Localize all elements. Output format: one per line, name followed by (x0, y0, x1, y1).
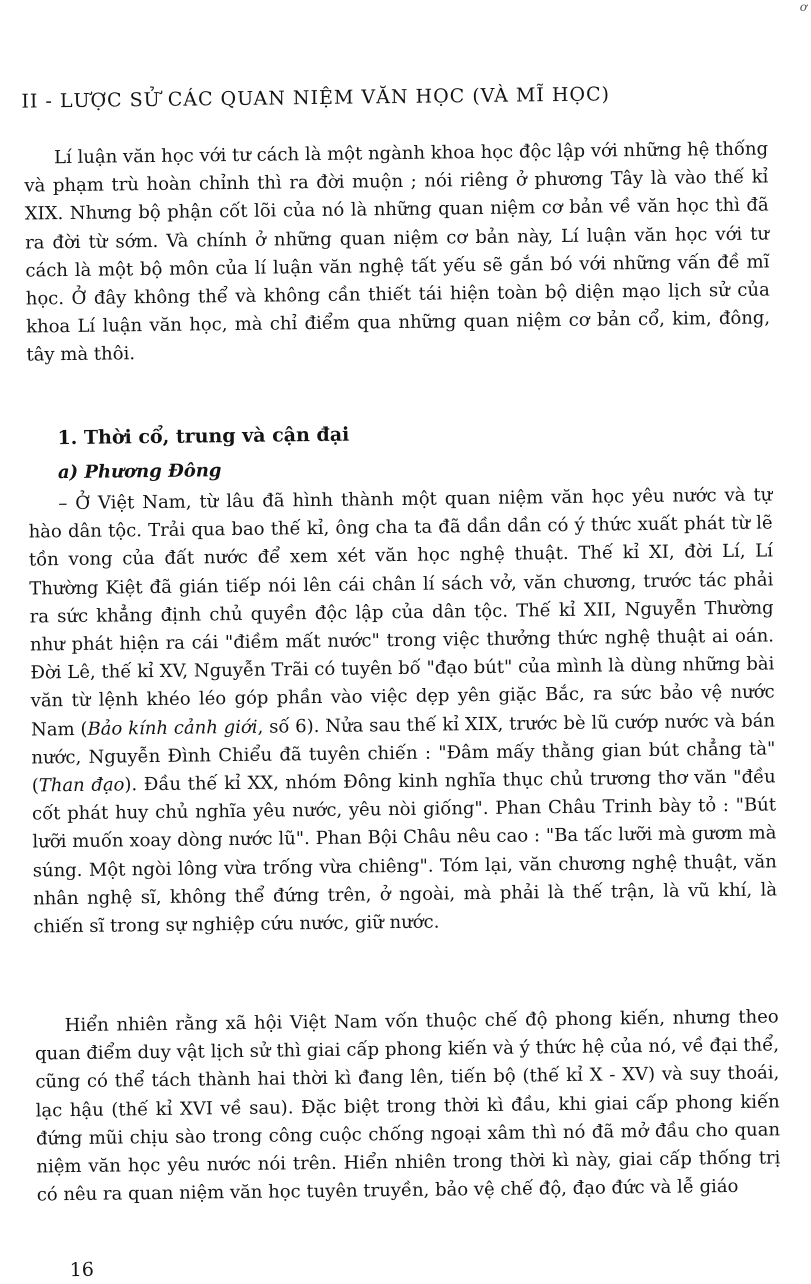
paragraph-vietnam (28, 481, 777, 941)
paragraph-intro: Lí luận văn học với tư cách là một ngành khoa học độc lập với những hệ thống và phạm trù hoàn chỉnh thì ra đời muộn ; nói riêng ở phương Tây là vào thế kỉ XIX. Nhưng bộ phận cốt lõi của nó là những quan niệm cơ bản về văn học thì đã ra đời từ sớm. Và chính ở những quan niệm cơ bản này, Lí luận văn học với tư cách là một bộ môn của lí luận văn nghệ tất yếu sẽ gắn bó với những vấn đề mĩ học. Ở đây không thể và không cần thiết tái hiện toàn bộ diện mạo lịch sử của khoa Lí luận văn học, mà chỉ điểm qua những quan niệm cơ bản cổ, kim, đông, tây mà thôi. (24, 138, 771, 366)
paragraph-text-segment: , số 6). Nửa sau thế kỉ XIX, trước bè lũ cướp nước và bán nước, Nguyễn Đình Chiểu đã tuyên chiến : "Đâm mấy thằng gian bút chẳng tà" ( (31, 710, 776, 797)
page-number: 16 (69, 1258, 94, 1282)
corner-mark: ơ (799, 0, 807, 14)
section-heading: II - LƯỢC SỬ CÁC QUAN NIỆM VĂN HỌC (VÀ MĨ HỌC) (21, 83, 611, 113)
subsection-heading: 1. Thời cổ, trung và cận đại (57, 423, 350, 450)
citation-title: Bảo kính cảnh giới (87, 716, 258, 740)
paragraph-feudal: Hiển nhiên rằng xã hội Việt Nam vốn thuộc chế độ phong kiến, nhưng theo quan điểm duy vật lịch sử thì giai cấp phong kiến và ý thức hệ của nó, về đại thể, cũng có thể tách thành hai thời kì đang lên, tiến bộ (thế kỉ X - XV) và suy thoái, lạc hậu (thế kỉ XVI về sau). Đặc biệt trong thời kì đầu, khi giai cấp phong kiến đứng mũi chịu sào trong công cuộc chống ngoại xâm thì nó đã mở đầu cho quan niệm văn học yêu nước nói trên. Hiển nhiên trong thời kì này, giai cấp thống trị có nêu ra quan niệm văn học tuyên truyền, bảo vệ chế độ, đạo đức và lễ giáo (34, 1006, 781, 1206)
paragraph-text-segment: – Ở Việt Nam, từ lâu đã hình thành một quan niệm văn học yêu nước và tự hào dân tộc. Trải qua bao thế kỉ, ông cha ta đã dần dần có ý thức xuất phát từ lẽ tồn vong của đất nước để xem xét văn học nghệ thuật. Thế kỉ XI, đời Lí, Lí Thường Kiệt đã gián tiếp nói lên cái chân lí sách vở, văn chương, trước tác phải ra sức khẳng định chủ quyền độc lập của dân tộc. Thế kỉ XII, Nguyễn Thường như phát hiện ra cái "điềm mất nước" trong việc thưởng thức nghệ thuật ai oán. Đời Lê, thế kỉ XV, Nguyễn Trãi có tuyên bố "đạo bút" của mình là dùng những bài văn từ lệnh khéo léo góp phần vào việc dẹp yên giặc Bắc, ra sức bảo vệ nước Nam ( (28, 484, 775, 741)
subsubsection-heading: a) Phương Đông (57, 460, 222, 484)
citation-title: Than đạo (38, 774, 125, 797)
paragraph-text-segment: ). Đầu thế kỉ XX, nhóm Đông kinh nghĩa thục chủ trương thơ văn "đều cốt phát huy chủ nghĩa yêu nước, yêu nòi giống". Phan Châu Trinh bày tỏ : "Bút lưỡi muốn xoay dòng nước lũ". Phan Bội Châu nêu cao : "Ba tấc lưỡi mà gươm mà súng. Một ngòi lông vừa trống vừa chiêng". Tóm lại, văn chương nghệ thuật, văn nhân nghệ sĩ, không thể đứng trên, ở ngoài, mà phải là thế trận, là vũ khí, là chiến sĩ trong sự nghiệp cứu nước, giữ nước. (31, 766, 778, 938)
